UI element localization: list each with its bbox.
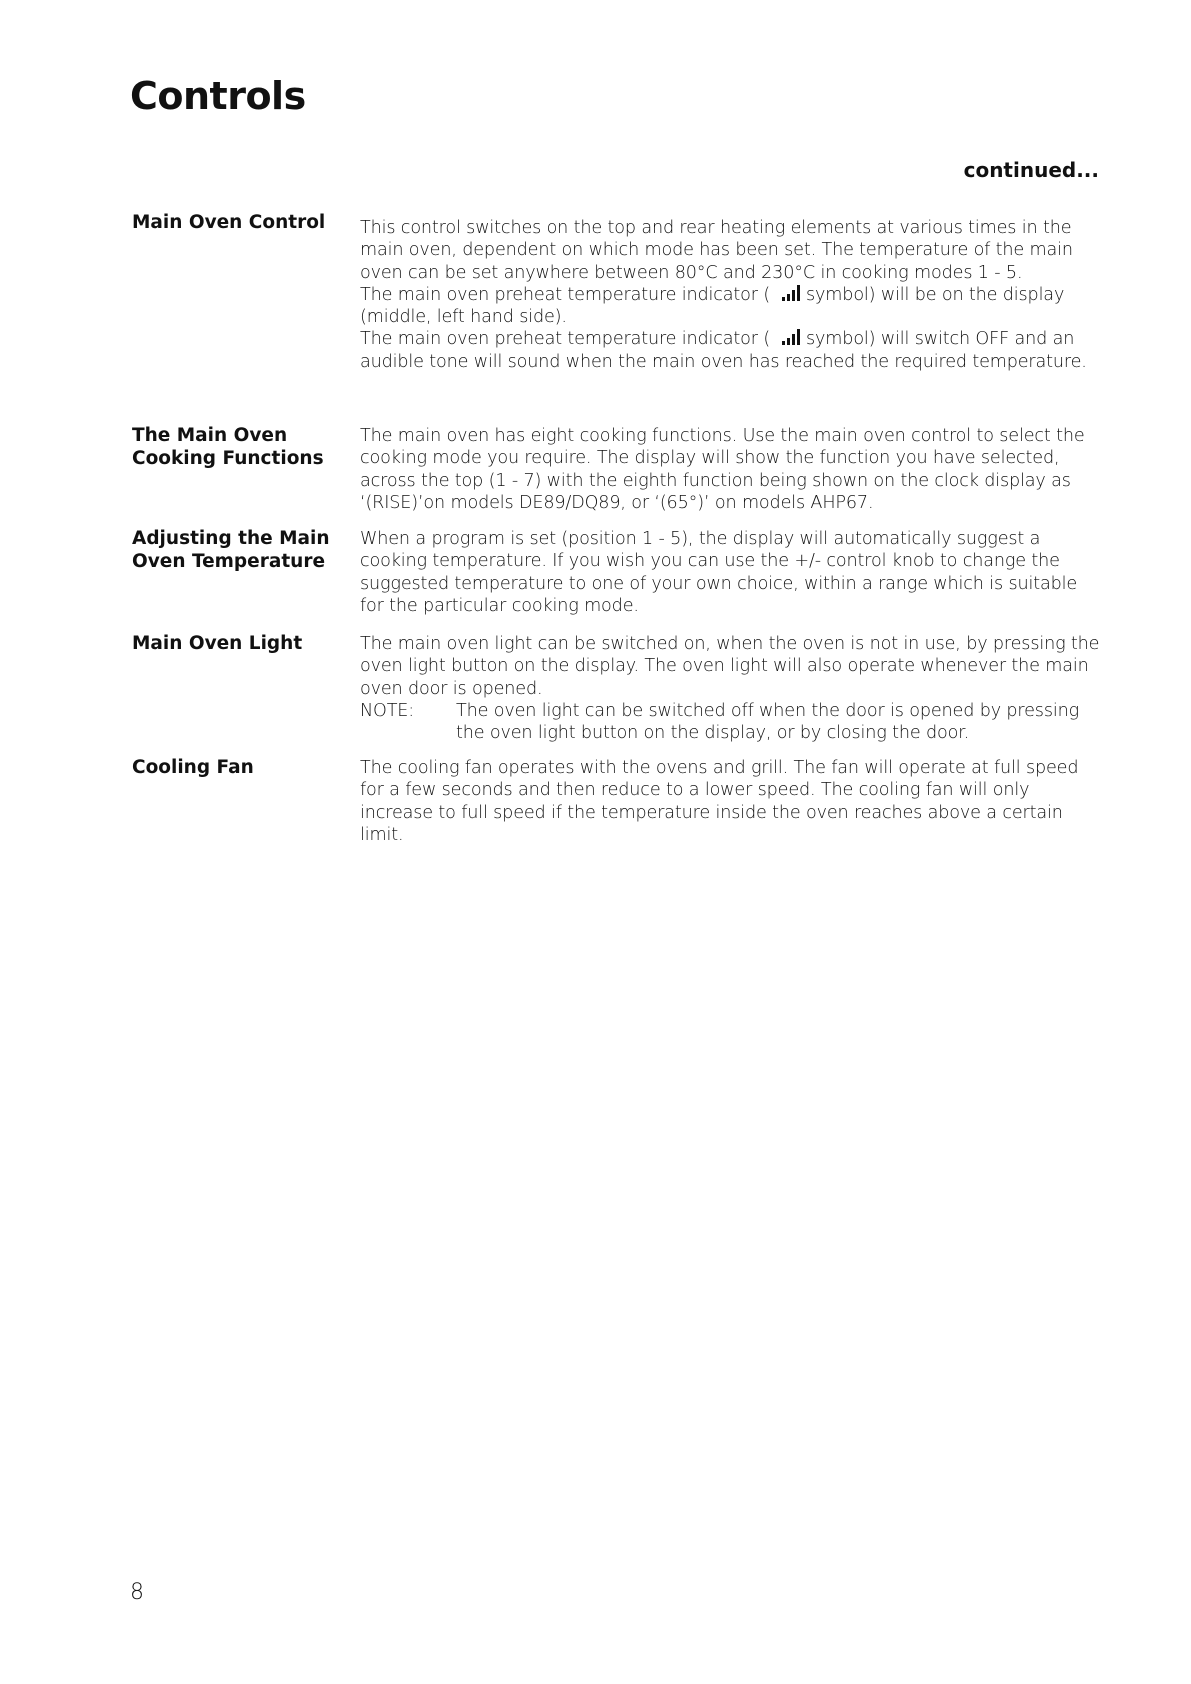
section-heading: Main Oven Control: [132, 212, 326, 233]
preheat-on-paragraph: The main oven preheat temperature indicator ( symbol) will be on the display (middle, left hand side).: [360, 284, 1065, 328]
paragraph: When a program is set (position 1 - 5), the display will automatically suggest a cooking temperature. If you wish you can use the +/- control knob to change the suggested temperature to one of your own choice, within a range which is suitable for the particular cooking mode.: [360, 529, 1078, 616]
paragraph: The main oven light can be switched on, when the oven is not in use, by pressing the oven light button on the display. The oven light will also operate whenever the main oven door is opened.: [360, 634, 1100, 699]
continued-label: continued...: [963, 158, 1099, 182]
note-text: The oven light can be switched off when the door is opened by pressing the oven light button on the display, or by closing the door.: [456, 700, 1079, 744]
section-body: [360, 425, 1100, 514]
section-body: [360, 217, 1100, 373]
paragraph: The cooling fan operates with the ovens and grill. The fan will operate at full speed for a few seconds and then reduce to a lower speed. The cooling fan will only increase to full speed if the temperature inside the oven reaches above a certain limit.: [360, 758, 1079, 845]
section-heading: Adjusting the Main Oven Temperature: [132, 528, 330, 572]
section-body: [360, 528, 1100, 617]
preheat-off-paragraph: The main oven preheat temperature indicator ( symbol) will switch OFF and an audible tone will sound when the main oven has reached the required temperature.: [360, 329, 1087, 372]
page-number: 8: [130, 1580, 144, 1605]
section-body: [360, 633, 1100, 744]
section-heading: The Main Oven Cooking Functions: [132, 425, 324, 469]
section-heading: Main Oven Light: [132, 633, 303, 654]
page-title: Controls: [130, 74, 306, 118]
signal-strength-icon: [782, 285, 800, 301]
note-label: NOTE:: [360, 700, 415, 721]
section-heading: Cooling Fan: [132, 757, 254, 778]
note: [360, 700, 1100, 745]
paragraph: This control switches on the top and rear heating elements at various times in the main oven, dependent on which mode has been set. The temperature of the main oven can be set anywhere between 80°C and 230°C in cooking modes 1 - 5.: [360, 218, 1073, 283]
signal-strength-icon: [782, 329, 800, 345]
paragraph: The main oven has eight cooking functions. Use the main oven control to select the cooking mode you require. The display will show the function you have selected, across the top (1 - 7) with the eighth function being shown on the clock display as ‘(RISE)’on models DE89/DQ89, or ‘(65°)’ on models AHP67.: [360, 426, 1085, 513]
section-body: [360, 757, 1100, 846]
